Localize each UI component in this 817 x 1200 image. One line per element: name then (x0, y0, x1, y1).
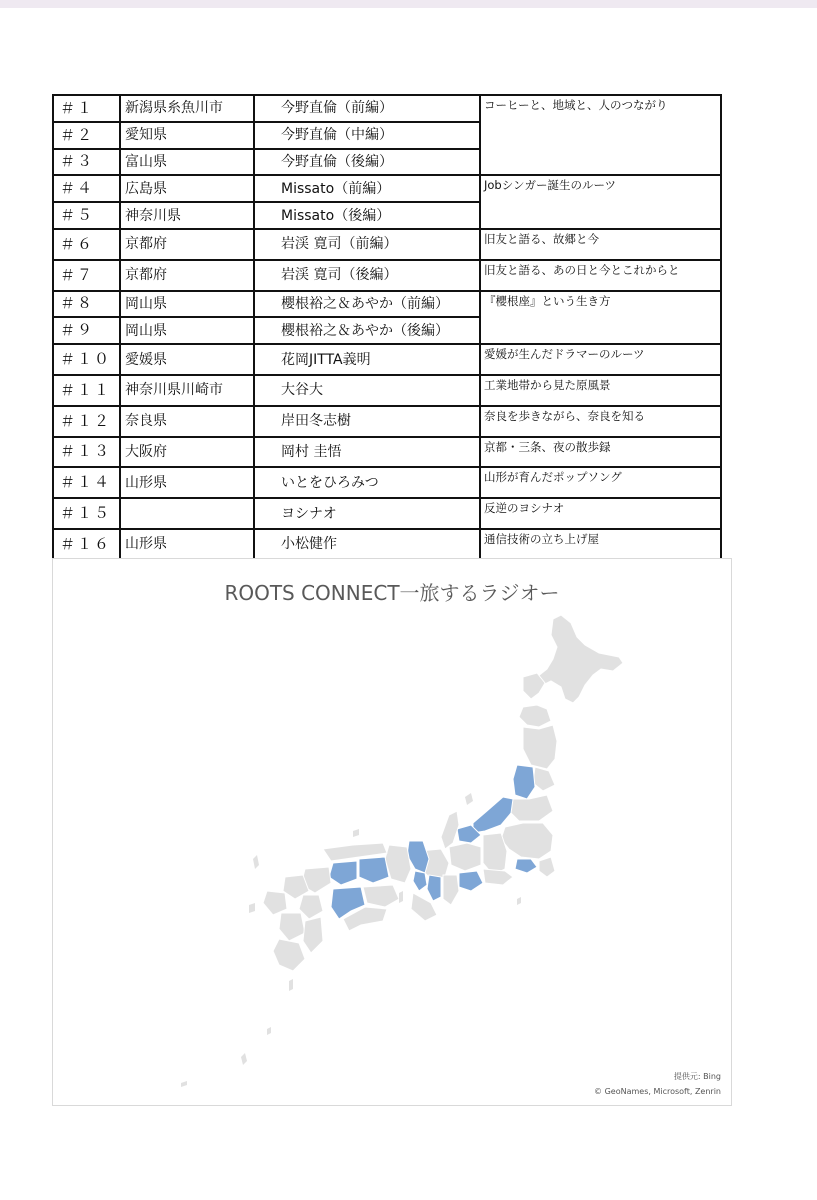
episode-prefecture (120, 498, 254, 529)
episode-row (53, 260, 721, 291)
episode-number: ＃９ (53, 317, 120, 344)
map-title: ROOTS CONNECT一旅するラジオー (224, 581, 560, 605)
episode-prefecture: 新潟県糸魚川市 (120, 95, 254, 122)
episode-theme: 『櫻根座』という生き方 (480, 291, 721, 345)
episode-guest: 岩渓 寛司（前編） (254, 229, 480, 260)
osaka-region (413, 871, 427, 891)
oita-region (299, 895, 323, 919)
episode-prefecture: 大阪府 (120, 437, 254, 468)
miyagi-region (533, 767, 555, 791)
episode-row (53, 467, 721, 498)
episode-table-body (53, 95, 721, 560)
episode-theme: 通信技術の立ち上げ屋 (480, 529, 721, 560)
episode-prefecture: 神奈川県川崎市 (120, 375, 254, 406)
episode-guest: 大谷大 (254, 375, 480, 406)
tsushima-island (253, 855, 259, 869)
episode-row (53, 437, 721, 468)
episode-theme: 奈良を歩きながら、奈良を知る (480, 406, 721, 437)
sakishima-islands (181, 1081, 187, 1087)
episode-theme: 旧友と語る、故郷と今 (480, 229, 721, 260)
episode-number: ＃１６ (53, 529, 120, 560)
episode-number: ＃１１ (53, 375, 120, 406)
episode-guest: 岸田冬志樹 (254, 406, 480, 437)
episode-prefecture: 山形県 (120, 529, 254, 560)
episode-prefecture: 富山県 (120, 149, 254, 176)
episode-prefecture: 京都府 (120, 229, 254, 260)
awaji-island (399, 891, 403, 903)
episode-prefecture: 山形県 (120, 467, 254, 498)
episode-number: ＃３ (53, 149, 120, 176)
episode-row (53, 175, 721, 202)
map-credit-provider: 提供元: Bing (673, 1072, 721, 1081)
episode-guest: 今野直倫（後編） (254, 149, 480, 176)
nagano-region (483, 833, 507, 875)
episode-number: ＃８ (53, 291, 120, 318)
episode-number: ＃１ (53, 95, 120, 122)
ishikawa-region (441, 811, 459, 849)
episode-guest: Missato（前編） (254, 175, 480, 202)
episode-guest: 櫻根裕之＆あやか（後編） (254, 317, 480, 344)
yamagata-region (513, 765, 535, 799)
aichi-region (459, 871, 483, 891)
nara-region (427, 875, 441, 901)
episode-guest: 岡村 圭悟 (254, 437, 480, 468)
episode-number: ＃６ (53, 229, 120, 260)
episode-guest: 今野直倫（前編） (254, 95, 480, 122)
episode-theme: 愛媛が生んだドラマーのルーツ (480, 344, 721, 375)
episode-row (53, 406, 721, 437)
episode-prefecture: 岡山県 (120, 317, 254, 344)
episode-theme: 京都・三条、夜の散歩録 (480, 437, 721, 468)
episode-number: ＃１５ (53, 498, 120, 529)
episode-number: ＃５ (53, 202, 120, 229)
sado-island (465, 793, 473, 805)
oki-island (353, 829, 359, 837)
episode-row (53, 344, 721, 375)
episode-prefecture: 愛媛県 (120, 344, 254, 375)
episode-guest: 櫻根裕之＆あやか（前編） (254, 291, 480, 318)
episode-guest: Missato（後編） (254, 202, 480, 229)
episode-theme: 工業地帯から見た原風景 (480, 375, 721, 406)
tanegashima-island (289, 979, 293, 991)
episode-guest: 花岡JITTA義明 (254, 344, 480, 375)
hokkaido-region (537, 615, 623, 703)
episode-guest: 岩渓 寛司（後編） (254, 260, 480, 291)
episode-row (53, 229, 721, 260)
episode-number: ＃１０ (53, 344, 120, 375)
episode-theme: 反逆のヨシナオ (480, 498, 721, 529)
aomori-region (519, 705, 551, 727)
episode-theme: コーヒーと、地域と、人のつながり (480, 95, 721, 175)
episode-number: ＃１２ (53, 406, 120, 437)
episode-table (52, 94, 722, 561)
map-panel (52, 558, 732, 1106)
kanto-region (501, 823, 553, 859)
episode-prefecture: 岡山県 (120, 291, 254, 318)
episode-guest: ヨシナオ (254, 498, 480, 529)
episode-row (53, 498, 721, 529)
kagoshima-region (273, 939, 305, 971)
episode-theme: 山形が育んだポップソング (480, 467, 721, 498)
episode-prefecture: 広島県 (120, 175, 254, 202)
goto-islands (249, 903, 255, 913)
shizuoka-region (483, 869, 513, 885)
kumamoto-region (279, 913, 305, 941)
kanagawa-region (515, 859, 537, 873)
okayama-region (359, 857, 389, 883)
okinawa-island (241, 1053, 247, 1065)
episode-number: ＃７ (53, 260, 120, 291)
episode-prefecture: 奈良県 (120, 406, 254, 437)
hiroshima-region (329, 861, 357, 885)
episode-row (53, 375, 721, 406)
episode-number: ＃１３ (53, 437, 120, 468)
episode-row (53, 95, 721, 122)
episode-theme: 旧友と語る、あの日と今とこれからと (480, 260, 721, 291)
kagawa-tokushima-region (363, 885, 399, 907)
top-strip (0, 0, 817, 8)
amami-island (267, 1027, 271, 1035)
saga-nagasaki-region (263, 891, 287, 915)
episode-guest: 小松健作 (254, 529, 480, 560)
episode-prefecture: 神奈川県 (120, 202, 254, 229)
akita-iwate-region (523, 725, 557, 769)
episode-number: ＃２ (53, 122, 120, 149)
mie-region (443, 875, 459, 905)
episode-guest: 今野直倫（中編） (254, 122, 480, 149)
chiba-region (539, 857, 555, 877)
episode-row (53, 529, 721, 560)
episode-prefecture: 愛知県 (120, 122, 254, 149)
episode-number: ＃４ (53, 175, 120, 202)
episode-theme: Jobシンガー誕生のルーツ (480, 175, 721, 229)
miyazaki-region (303, 917, 323, 953)
izu-islands (517, 897, 521, 905)
map-credit-copyright: © GeoNames, Microsoft, Zenrin (594, 1087, 721, 1096)
fukushima-region (509, 795, 553, 821)
japan-map (53, 559, 731, 1105)
episode-row (53, 291, 721, 318)
episode-number: ＃１４ (53, 467, 120, 498)
episode-guest: いとをひろみつ (254, 467, 480, 498)
episode-prefecture: 京都府 (120, 260, 254, 291)
gifu-region (449, 843, 481, 871)
